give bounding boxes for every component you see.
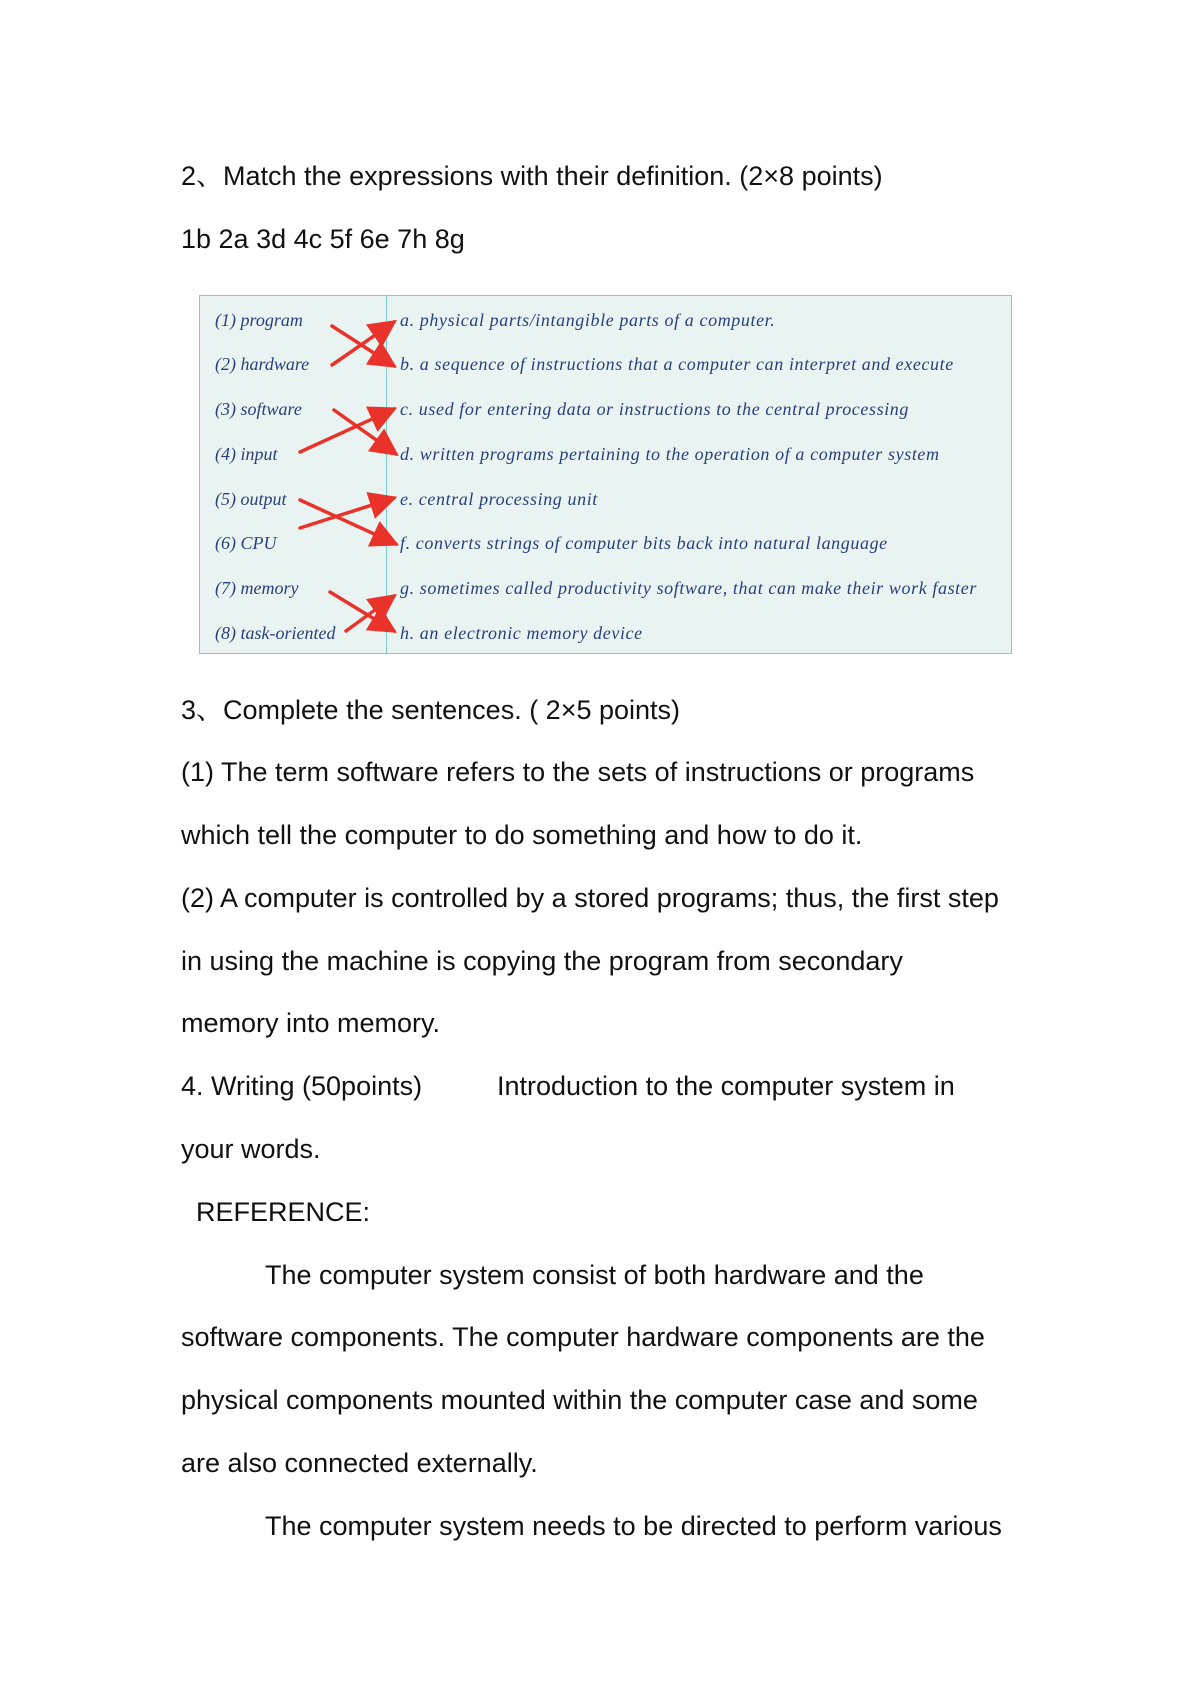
reference-label: REFERENCE: — [196, 1197, 371, 1227]
term-task-oriented: (8) task-oriented — [215, 623, 336, 643]
match-arrows — [200, 296, 1013, 655]
term-program: (1) program — [215, 310, 303, 330]
matching-table — [199, 295, 1012, 654]
definition-f: f. converts strings of computer bits back into natural language — [400, 533, 888, 553]
q2-heading: 2、Match the expressions with their definition. (2×8 points) — [181, 161, 883, 191]
q4-heading-lead: 4. Writing (50points) — [181, 1071, 423, 1101]
term-output: (5) output — [215, 489, 287, 509]
definition-c: c. used for entering data or instructions to the central processing — [400, 399, 909, 419]
q3-line-5: memory into memory. — [181, 1008, 441, 1038]
q4-heading-cont: your words. — [181, 1134, 321, 1164]
paragraph1-line-1: The computer system consist of both hardware and the — [265, 1260, 924, 1290]
definition-d: d. written programs pertaining to the operation of a computer system — [400, 444, 940, 464]
term-hardware: (2) hardware — [215, 354, 310, 374]
q2-answer: 1b 2a 3d 4c 5f 6e 7h 8g — [181, 224, 465, 254]
definition-g: g. sometimes called productivity software, that can make their work faster — [400, 578, 977, 598]
arrow-memory-to-h — [330, 592, 394, 631]
q3-heading: 3、Complete the sentences. ( 2×5 points) — [181, 695, 681, 725]
q3-line-1: (1) The term software refers to the sets of instructions or programs — [181, 757, 975, 787]
q3-line-3: (2) A computer is controlled by a stored programs; thus, the first step — [181, 883, 999, 913]
term-cpu: (6) CPU — [215, 533, 277, 553]
arrow-cpu-to-e — [300, 498, 394, 528]
paragraph1-line-3: physical components mounted within the computer case and some — [181, 1385, 978, 1415]
definition-h: h. an electronic memory device — [400, 623, 643, 643]
term-memory: (7) memory — [215, 578, 299, 598]
q3-line-4: in using the machine is copying the program from secondary — [181, 946, 903, 976]
q4-heading-tail: Introduction to the computer system in — [497, 1071, 955, 1101]
definition-a: a. physical parts/intangible parts of a computer. — [400, 310, 776, 330]
term-input: (4) input — [215, 444, 278, 464]
paragraph1-line-4: are also connected externally. — [181, 1448, 538, 1478]
term-software: (3) software — [215, 399, 302, 419]
paragraph1-line-2: software components. The computer hardware components are the — [181, 1322, 985, 1352]
definition-b: b. a sequence of instructions that a computer can interpret and execute — [400, 354, 954, 374]
paragraph2-line-1: The computer system needs to be directed to perform various — [265, 1511, 1002, 1541]
definition-e: e. central processing unit — [400, 489, 598, 509]
q3-line-2: which tell the computer to do something and how to do it. — [181, 820, 863, 850]
arrow-input-to-c — [300, 409, 394, 452]
